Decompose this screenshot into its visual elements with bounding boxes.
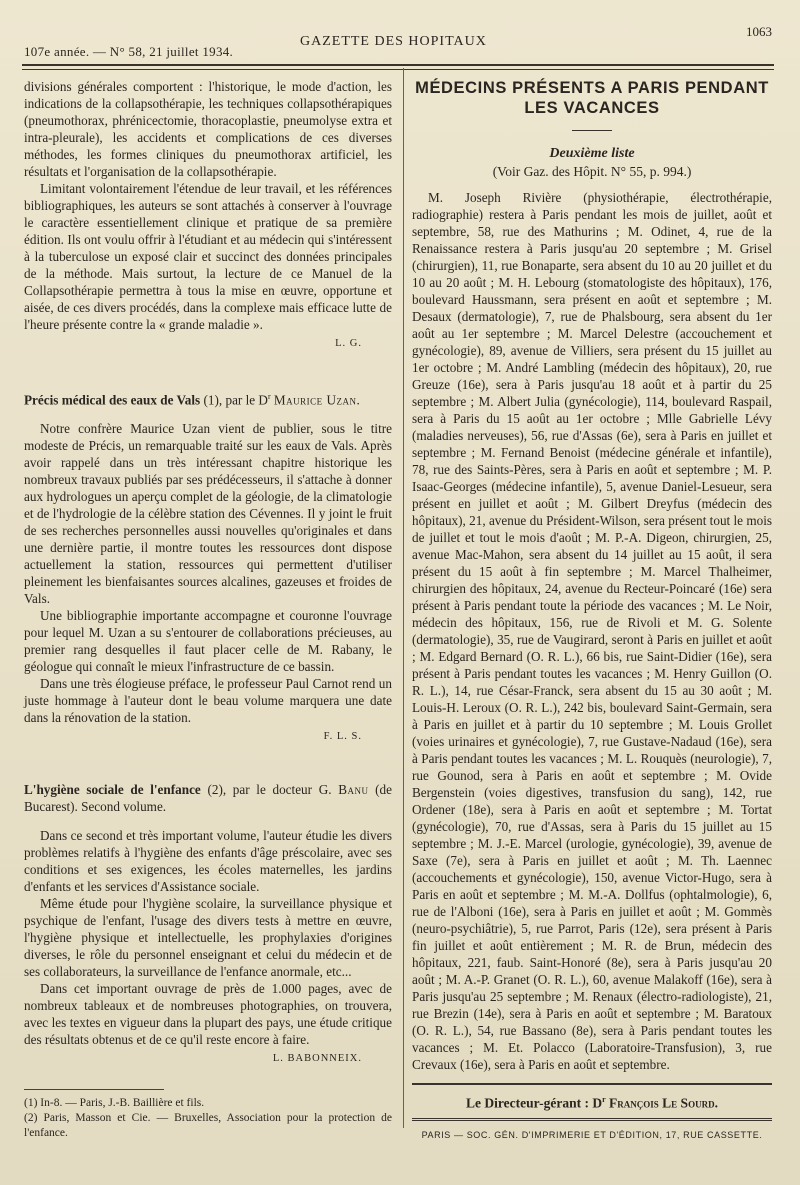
page-number: 1063 bbox=[746, 24, 772, 39]
review-3-subtitle: (de Bucarest). Second volume. bbox=[24, 782, 392, 815]
review-2-signature: F. L. S. bbox=[323, 731, 362, 743]
printer-line: PARIS — SOC. GÉN. D'IMPRIMERIE ET D'ÉDITION, 17, RUE CASSETTE. bbox=[421, 1129, 763, 1140]
review-2-title: Précis médical des eaux de Vals bbox=[24, 392, 201, 408]
director-name: François Le Sourd. bbox=[609, 1095, 718, 1111]
header-rule bbox=[22, 64, 774, 70]
review-3-ref: (2), par le docteur G. bbox=[207, 782, 332, 798]
journal-title: GAZETTE DES HOPITAUX bbox=[300, 34, 487, 49]
review-2-paragraph-3: Dans une très élogieuse préface, le professeur Paul Carnot rend un juste hommage à l'auteur dont le beau volume marquera une date dans la rénovation de la station. bbox=[24, 676, 392, 726]
doctors-list: M. Joseph Rivière (physiothérapie, électrothérapie, radiographie) restera à Paris pendant les mois de juillet, août et septembre, 58, rue des Mathurins ; M. Odinet, 4, rue de la Renaissance restera à Paris jusqu'au 20 septembre ; M. Grisel (chirurgien), 11, rue Bonaparte, sera absent du 10 au 20 juillet et du 10 au 20 août ; M. H. Lebourg (stomatologiste des hôpitaux), 176, boulevard Haussmann, sera présent en août et septembre ; M. Desaux (dermatologie), 7, rue de Phalsbourg, sera absent du 1er août au 1er septembre ; M. Marcel Delestre (accouchement et gynécologie), 89, avenue de Villiers, sera présent du 15 juillet au 1er octobre ; M. André Lambling (médecin des hôpitaux), 20, rue Greuze (16e), sera à Paris jusqu'au 18 août et à partir du 25 septembre ; M. Albert Julia (gynécologie), 114, boulevard Raspail, sera à Paris du 15 août au 1er octobre ; Mlle Gabrielle Lévy (maladies nerveuses), 56, rue d'Assas (6e), sera à Paris en juillet et septembre ; M. Fernand Benoist (médecine générale et infantile), 78, rue des Saints-Pères, sera à Paris en août et septembre ; M. P. Isaac-Georges (médecine infantile), 5, avenue Daniel-Lesueur, sera présent en juillet et août ; M. Gilbert Dreyfus (médecin des hôpitaux), 21, avenue du Président-Wilson, sera présent tout le mois de juillet et tout le mois d'août ; M. P.-A. Digeon, chirurgien, 25, avenue Mac-Mahon, sera absent du 14 juillet au 15 août, il sera présent du 15 août à fin septembre ; M. Marcel Thalheimer, chirurgien des hôpitaux, 24, avenue du Recteur-Poincaré (16e) sera présent à Paris pendant toute la période des vacances ; M. Le Noir, médecin des hôpitaux, 156, rue de Rivoli et M. G. Solente (dermatologie), 35, rue de Vaugirard, seront à Paris en juillet et août ; M. Edgard Bernard (O. R. L.), 66 bis, rue Saint-Didier (16e), sera présent à Paris pendant toutes les vacances ; M. Henry Guillon (O. R. L.), 14, rue César-Franck, sera absent du 15 au 30 août ; M. Louis-H. Leroux (O. R. L.), 242 bis, boulevard Saint-Germain, sera à Paris en juillet et à partir du 10 septembre ; M. Louis Grollet (voies urinaires et gynécologie), 7, rue Gustave-Nadaud (16e), sera à Paris pendant toutes les vacances ; M. L. Rouquès (neurologie), 7, rue Gounod, sera à Paris en août et septembre ; M. Ovide Bergenstein (voies digestives, transfusion du sang), 142, rue Ordener (18e), sera à Paris en août et septembre ; M. Tortat (gynécologie), 70, rue d'Assas, sera à Paris du 15 juillet au 15 septembre ; M. J.-E. Marcel (urologie, gynécologie), 39, avenue de Saxe (7e), sera à Paris en juillet et août ; M. Th. Laennec (accouchements et gynécologie), 150, avenue Victor-Hugo, sera à Paris en août et septembre ; M. M.-A. Dollfus (ophtalmologie), 6, rue de l'Alboni (16e), sera à Paris en juillet et août ; M. Gommès (neuro-psychiâtrie), 5, rue Parrot, Paris (12e), sera présent à Paris fin juillet et août entièrement ; M. R. de Brun, médecin des hôpitaux, 221, faub. Saint-Honoré (8e), sera à Paris jusqu'au 20 août ; M. A.-P. Granet (O. R. L.), 60, avenue Malakoff (16e), sera à Paris jusqu'au 25 septembre ; M. Renaux (électro-radiologiste), 21, rue Brezin (14e), sera à Paris en août et septembre ; M. Baratoux (O. R. L.), 54, rue Bassano (8e), sera à Paris pendant toutes les vacances ; M. Et. Polacco (Laboratoire-Transfusion), 3, rue Crevaux (16e), sera à Paris en août et septembre. bbox=[412, 190, 772, 1072]
intro-paragraph: divisions générales comportent : l'historique, le mode d'action, les indications de la collapsothérapie, les techniques collapsothérapiques (pneumothorax, phrénicectomie, thoracoplastie, pneumolyse extra et intra-pleurale), les accidents et complications de ces diverses méthodes, les formes cliniques du pneumothorax artificiel, les résultats et l'organisation de la collapsothérapie. bbox=[24, 79, 392, 179]
review-3-paragraph-1: Dans ce second et très important volume, l'auteur étudie les divers problèmes relatifs à l'hygiène des enfants d'âge préscolaire, avec ses conditions et ses exigences, les écoles maternelles, les jardins d'enfants et les services d'Assistance sociale. bbox=[24, 828, 392, 895]
issue-line: 107e année. — N° 58, 21 juillet 1934. bbox=[24, 44, 234, 59]
left-column bbox=[24, 78, 392, 1141]
review-1-paragraph: Limitant volontairement l'étendue de leur travail, et les références bibliographiques, les auteurs se sont attachés à conserver à l'ouvrage le caractère essentiellement clinique et pratique de sa première édition. Ils ont voulu offrir à l'étudiant et au médecin qui s'intéressent à la tuberculose un exposé clair et succinct des données principales de la méthode. Mais surtout, la lecture de ce Manuel de la Collapsothérapie permettra à tous la mise en œuvre, opportune et aisée, de ces divers procédés, dans la complexe mais efficace lutte de l'heure présente contre la « grande maladie ». bbox=[24, 181, 392, 332]
review-2-author: Maurice Uzan. bbox=[273, 392, 361, 408]
review-3-signature: L. BABONNEIX. bbox=[272, 1053, 362, 1065]
director-line bbox=[412, 1091, 772, 1112]
list-subtitle: (Voir Gaz. des Hôpit. N° 55, p. 994.) bbox=[492, 164, 692, 179]
page-header bbox=[24, 22, 774, 62]
list-title: Deuxième liste bbox=[549, 146, 635, 161]
review-2-ref: (1), par le D bbox=[203, 392, 268, 408]
column-divider bbox=[403, 68, 404, 1128]
director-sup: r bbox=[602, 1095, 606, 1104]
review-3-paragraph-2: Même étude pour l'hygiène scolaire, la surveillance physique et psychique de l'enfant, l'usage des divers tests à mettre en œuvre, l'hygiène physique et intellectuelle, les prophylaxies d'origines diverses, le rôle du personnel enseignant et celui du médecin et de ses collaborateurs, la surveillance de l'enfance anormale, etc... bbox=[24, 896, 392, 980]
review-3-paragraph-3: Dans cet important ouvrage de près de 1.000 pages, avec de nombreux tableaux et de nombreuses photographies, on trouvera, avec les textes en vigueur dans la plupart des pays, une étude critique des résultats obtenus et de ce qu'il reste encore à faire. bbox=[24, 981, 392, 1048]
review-2-heading bbox=[24, 388, 392, 408]
article-title-line-1: MÉDECINS PRÉSENTS A PARIS PENDANT bbox=[415, 79, 769, 97]
article-title-line-2: LES VACANCES bbox=[524, 99, 660, 117]
director-label: Le Directeur-gérant : D bbox=[466, 1095, 603, 1111]
review-3-heading bbox=[24, 781, 392, 815]
review-1-signature: L. G. bbox=[335, 338, 362, 349]
printer-rule bbox=[412, 1118, 772, 1121]
review-2-ref-sup: r bbox=[267, 392, 271, 401]
review-2-paragraph-1: Notre confrère Maurice Uzan vient de publier, sous le titre modeste de Précis, un remarquable traité sur les eaux de Vals. Après avoir rappelé dans un très intéressant chapitre historique les nombreux travaux publiés par ses prédécesseurs, il s'attache à donner aux hydrologues un aperçu complet de la géologie, de la climatologie et de l'hydrologie de la célèbre station des Cévennes. Il y joint le fruit de ses recherches personnelles aussi nouvelles qu'originales et dans une dernière partie, il montre toutes les ressources dont dispose actuellement la station, ressources qui permettent d'utiliser pleinement les bienfaisantes sources alcalines, gazeuses et froides de Vals. bbox=[24, 421, 392, 607]
review-3-title: L'hygiène sociale de l'enfance bbox=[24, 782, 201, 798]
right-column bbox=[412, 78, 772, 1144]
review-2-paragraph-2: Une bibliographie importante accompagne et couronne l'ouvrage pour lequel M. Uzan a su s'entourer de collaborations précieuses, au premier rang desquelles il faut placer celle de M. Rabany, le géologue qui connaît le mieux l'infrastructure de ce bassin. bbox=[24, 608, 392, 675]
title-rule bbox=[572, 130, 612, 131]
footnote-2: (2) Paris, Masson et Cie. — Bruxelles, Association pour la protection de l'enfance. bbox=[24, 1112, 392, 1140]
article-title bbox=[412, 78, 772, 118]
footnote-1: (1) In-8. — Paris, J.-B. Baillière et fils. bbox=[24, 1097, 205, 1110]
review-3-author: Banu bbox=[338, 782, 369, 798]
footnote-rule bbox=[24, 1089, 164, 1090]
director-rule bbox=[412, 1083, 772, 1085]
